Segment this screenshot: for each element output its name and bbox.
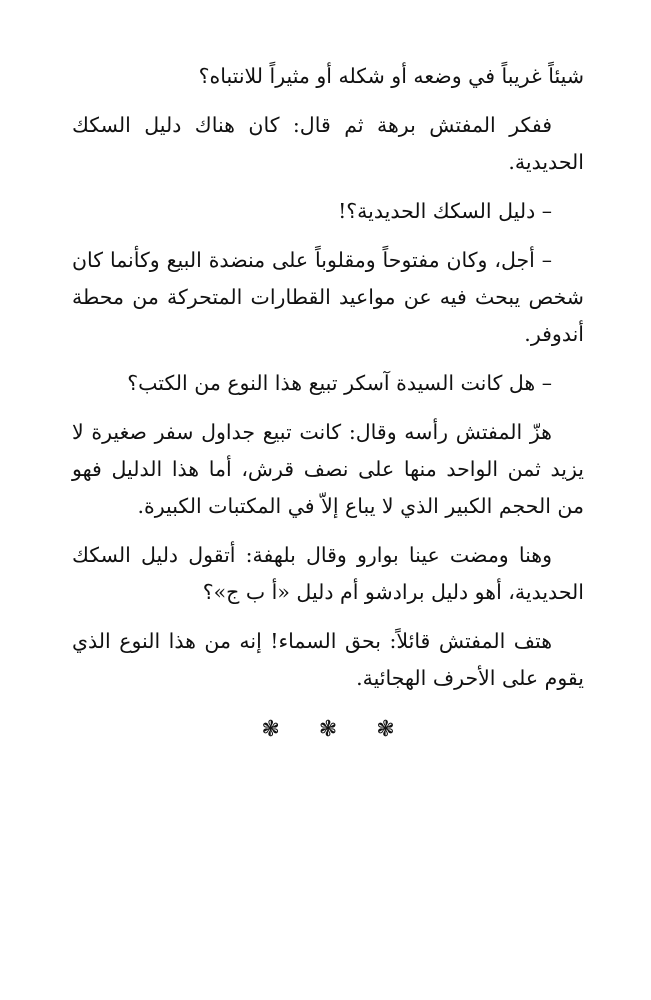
paragraph-5: – هل كانت السيدة آسكر تبيع هذا النوع من الكتب؟ <box>127 371 552 395</box>
book-page <box>72 58 584 748</box>
paragraph-3: – دليل السكك الحديدية؟! <box>338 199 552 223</box>
paragraph-7: وهنا ومضت عينا بوارو وقال بلهفة: أتقول دليل السكك الحديدية، أهو دليل برادشو أم دليل «أ ب ج»؟ <box>72 543 584 604</box>
section-separator: ❃ ❃ ❃ <box>261 717 411 742</box>
paragraph-8: هتف المفتش قائلاً: بحق السماء! إنه من هذا النوع الذي يقوم على الأحرف الهجائية. <box>72 629 584 690</box>
paragraph-6: هزّ المفتش رأسه وقال: كانت تبيع جداول سفر صغيرة لا يزيد ثمن الواحد منها على نصف قرش، أما هذا الدليل فهو من الحجم الكبير الذي لا يباع إلاّ في المكتبات الكبيرة. <box>72 420 584 518</box>
paragraph-1: شيئاً غريباً في وضعه أو شكله أو مثيراً للانتباه؟ <box>198 64 584 88</box>
paragraph-2: ففكر المفتش برهة ثم قال: كان هناك دليل السكك الحديدية. <box>72 113 584 174</box>
paragraph-4: – أجل، وكان مفتوحاً ومقلوباً على منضدة البيع وكأنما كان شخص يبحث فيه عن مواعيد القطارات المتحركة من محطة أندوفر. <box>72 248 584 346</box>
